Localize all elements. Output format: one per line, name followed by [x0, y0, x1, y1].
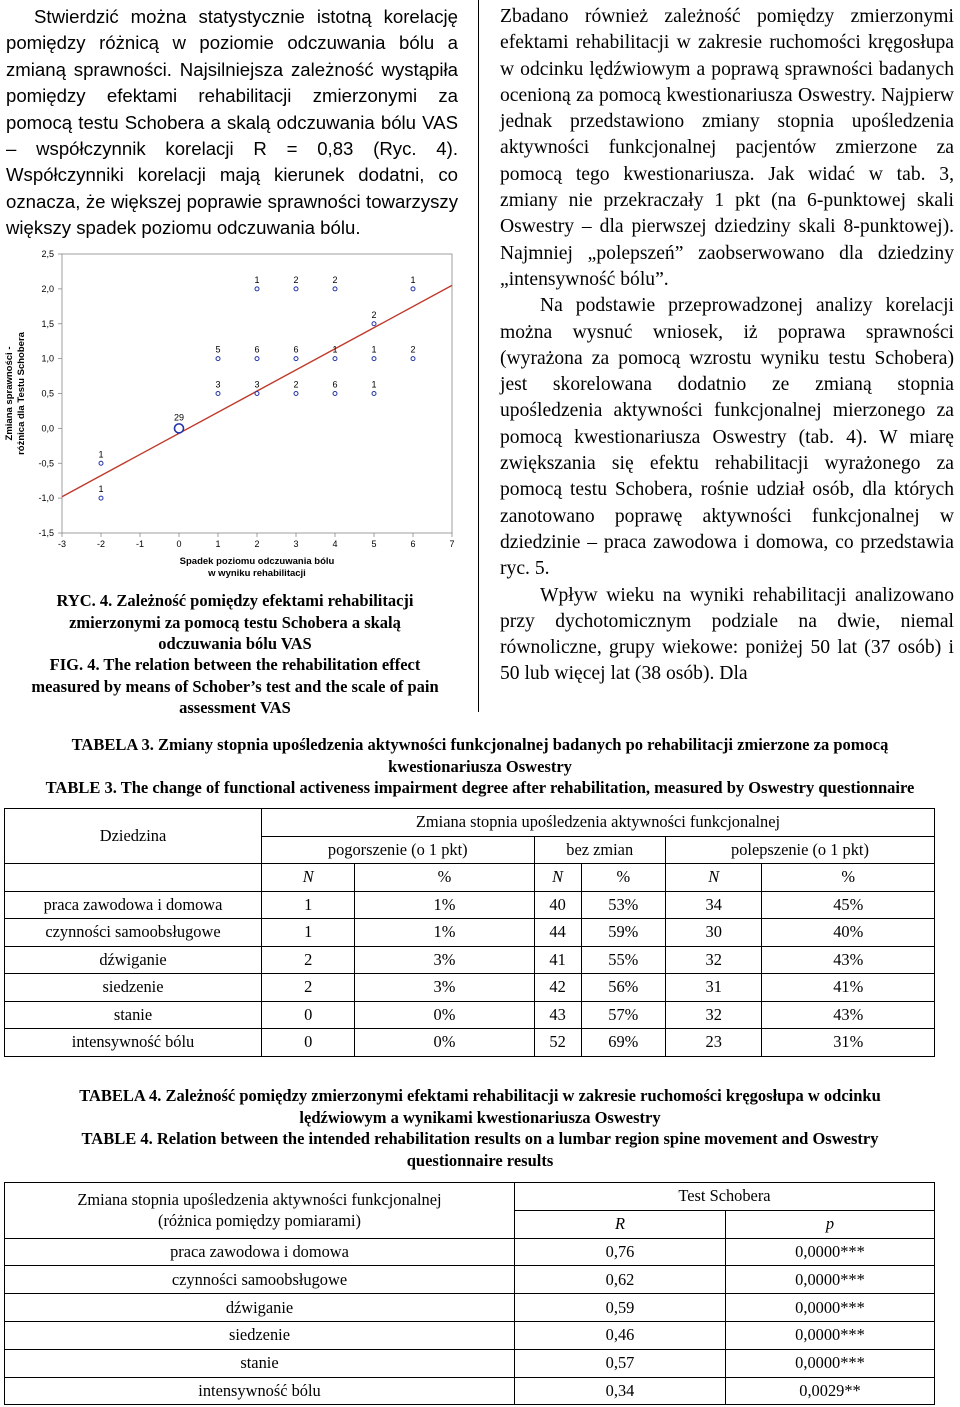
- table3-cell: 0%: [355, 1029, 534, 1057]
- data-point-count-label: 5: [215, 344, 221, 355]
- data-point: [294, 287, 298, 291]
- y-tick-label: 0,0: [41, 423, 54, 434]
- table-row: [5, 1321, 935, 1349]
- table3-cell: 23: [665, 1029, 762, 1057]
- table3-row-label: praca zawodowa i domowa: [5, 891, 262, 919]
- table3-cell: 3%: [355, 974, 534, 1002]
- table3-header-better: polepszenie (o 1 pkt): [665, 836, 934, 864]
- table3-col-n: N: [665, 864, 762, 892]
- y-tick-label: 1,0: [41, 353, 54, 364]
- table-4: [4, 1182, 935, 1405]
- table3-cell: 0%: [355, 1001, 534, 1029]
- table-row: [5, 1377, 935, 1405]
- table4-cell: 0,76: [515, 1238, 726, 1266]
- data-point-count-label: 1: [254, 274, 260, 285]
- table3-cell: 1%: [355, 891, 534, 919]
- figure-caption-pl-line3: odczuwania bólu VAS: [158, 634, 312, 653]
- x-tick-label: 5: [371, 539, 377, 549]
- table3-cell: 59%: [581, 919, 665, 947]
- table3-cell: 1: [262, 891, 355, 919]
- table4-col-r: R: [515, 1210, 726, 1238]
- table4-row-label: czynności samoobsługowe: [5, 1266, 515, 1294]
- table4-header-test: Test Schobera: [515, 1183, 935, 1211]
- data-point: [333, 392, 337, 396]
- table3-cell: 34: [665, 891, 762, 919]
- data-point-count-label: 2: [410, 344, 416, 355]
- data-point: [294, 392, 298, 396]
- table3-row-label: intensywność bólu: [5, 1029, 262, 1057]
- data-point: [216, 357, 220, 361]
- table4-caption-en-line1: TABLE 4. Relation between the intended rehabilitation results on a lumbar region spine movement and Oswestry: [81, 1129, 879, 1148]
- table4-cell: 0,59: [515, 1294, 726, 1322]
- x-tick-label: -3: [57, 539, 67, 549]
- table-row: [5, 1001, 935, 1029]
- table3-header-worse: pogorszenie (o 1 pkt): [262, 836, 535, 864]
- table3-caption-en: TABLE 3. The change of functional activeness impairment degree after rehabilitation, measured by Oswestry questionnaire: [45, 778, 915, 797]
- table4-row-label: stanie: [5, 1349, 515, 1377]
- left-paragraph: [6, 4, 458, 242]
- table4-cell: 0,34: [515, 1377, 726, 1405]
- table3-caption: [0, 734, 960, 799]
- table3-cell: 1%: [355, 919, 534, 947]
- data-point-count-label: 6: [254, 344, 260, 355]
- table3-col-n: N: [262, 864, 355, 892]
- data-point-count-label: 3: [254, 379, 260, 390]
- y-tick-label: 2,5: [41, 249, 54, 259]
- data-point: [372, 322, 376, 326]
- right-text: [500, 4, 954, 688]
- figure-caption-en-line2: measured by means of Schober’s test and the scale of pain: [31, 676, 439, 696]
- table-row: [5, 919, 935, 947]
- table3-col-pct: %: [581, 864, 665, 892]
- table4-row-label: praca zawodowa i domowa: [5, 1238, 515, 1266]
- table3-header-same: bez zmian: [534, 836, 665, 864]
- table-3: [4, 808, 935, 1057]
- table3-col-pct: %: [355, 864, 534, 892]
- data-point-count-label: 1: [332, 344, 338, 355]
- table3-body: [5, 891, 935, 1056]
- y-tick-label: -1,5: [38, 528, 54, 538]
- x-tick-label: 1: [215, 539, 221, 549]
- figure-4: [0, 240, 470, 592]
- data-point-count-label: 29: [173, 412, 185, 423]
- table3-cell: 0: [262, 1001, 355, 1029]
- table3-cell: 3%: [355, 946, 534, 974]
- table4-body: [5, 1238, 935, 1405]
- table4-header-left: [5, 1183, 515, 1239]
- table3-col-n: N: [534, 864, 581, 892]
- y-tick-label: -1,0: [38, 493, 54, 504]
- table4-cell: 0,0000***: [726, 1238, 935, 1266]
- table4-caption: [0, 1085, 960, 1171]
- scatter-chart: [0, 240, 470, 592]
- table3-cell: 31%: [762, 1029, 935, 1057]
- table4-cell: 0,0000***: [726, 1294, 935, 1322]
- data-point: [372, 357, 376, 361]
- table3-cell: 44: [534, 919, 581, 947]
- table3-col-pct: %: [762, 864, 935, 892]
- data-point-count-label: 3: [215, 379, 221, 390]
- data-point-count-label: 1: [98, 484, 104, 495]
- data-point-count-label: 1: [371, 344, 377, 355]
- y-tick-label: 0,5: [41, 388, 54, 399]
- table-row: [5, 974, 935, 1002]
- table3-row-label: czynności samoobsługowe: [5, 919, 262, 947]
- table3-caption-pl-line1: TABELA 3. Zmiany stopnia upośledzenia aktywności funkcjonalnej badanych po rehabilitacji zmierzone za pomocą: [71, 735, 889, 754]
- x-tick-label: -2: [96, 539, 106, 549]
- x-tick-label: 4: [332, 539, 338, 549]
- table3-cell: 40%: [762, 919, 935, 947]
- data-point: [294, 357, 298, 361]
- table4-cell: 0,0000***: [726, 1349, 935, 1377]
- data-point-count-label: 2: [293, 274, 299, 285]
- table4-caption-en-line2: questionnaire results: [406, 1150, 554, 1170]
- table-row: [5, 1349, 935, 1377]
- table4-row-label: intensywność bólu: [5, 1377, 515, 1405]
- table3-cell: 45%: [762, 891, 935, 919]
- data-point: [175, 424, 184, 433]
- table3-cell: 32: [665, 1001, 762, 1029]
- table3-caption-pl-line2: kwestionariusza Oswestry: [388, 756, 572, 776]
- table3-header-domain: Dziedzina: [5, 809, 262, 864]
- table4-cell: 0,46: [515, 1321, 726, 1349]
- table3-cell: 55%: [581, 946, 665, 974]
- x-tick-label: 6: [410, 539, 416, 549]
- table4-cell: 0,0000***: [726, 1321, 935, 1349]
- table-row: [5, 1266, 935, 1294]
- data-point: [411, 287, 415, 291]
- table3-cell: 57%: [581, 1001, 665, 1029]
- x-axis-label: Spadek poziomu odczuwania bólu: [179, 556, 335, 567]
- right-column: [500, 4, 954, 688]
- table4-caption-pl-line1: TABELA 4. Zależność pomiędzy zmierzonymi efektami rehabilitacji w zakresie ruchomości kręgosłupa w odcinku: [79, 1086, 881, 1105]
- data-point: [255, 287, 259, 291]
- table4-header-left-line2: (różnica pomiędzy pomiarami): [158, 1211, 361, 1231]
- table4-cell: 0,0029**: [726, 1377, 935, 1405]
- table-row: [5, 1238, 935, 1266]
- table3-cell: 32: [665, 946, 762, 974]
- table4-cell: 0,57: [515, 1349, 726, 1377]
- data-point-count-label: 6: [332, 379, 338, 390]
- table4-row-label: dźwiganie: [5, 1294, 515, 1322]
- y-tick-label: 1,5: [41, 318, 54, 329]
- table3-cell: 56%: [581, 974, 665, 1002]
- table4-cell: 0,62: [515, 1266, 726, 1294]
- table4-cell: 0,0000***: [726, 1266, 935, 1294]
- data-point: [255, 357, 259, 361]
- table4-row-label: siedzenie: [5, 1321, 515, 1349]
- table3-cell: 69%: [581, 1029, 665, 1057]
- table-row: [5, 1029, 935, 1057]
- x-tick-label: 3: [293, 539, 299, 549]
- x-tick-label: 7: [449, 539, 455, 549]
- y-tick-label: -0,5: [38, 458, 54, 469]
- right-paragraph-1: Zbadano również zależność pomiędzy zmierzonymi efektami rehabilitacji w zakresie ruchomości kręgosłupa w odcinku lędźwiowym a poprawą sprawności badanych ocenioną za pomocą kwestionariusza Oswestry. Najpierw jednak przedstawiono zmiany stopnia upośledzenia aktywności funkcjonalnej pacjentów zmierzone za pomocą tego kwestionariusza. Jak widać w tab. 3, zmiany nie przekraczały 1 pkt (na 6-punktowej skali Oswestry – dla pierwszej dziedziny skali 8-punktowej). Najmniej „polepszeń” zaobserwowano dla dziedziny „intensywność bólu”.: [500, 6, 954, 290]
- figure-caption-pl-line1: RYC. 4. Zależność pomiędzy efektami rehabilitacji: [56, 591, 414, 610]
- x-tick-label: 2: [254, 539, 260, 549]
- table-row: [5, 1294, 935, 1322]
- x-tick-label: -1: [135, 539, 145, 549]
- right-paragraph-2: Na podstawie przeprowadzonej analizy korelacji można wysnuć wniosek, iż poprawa sprawności (wyrażona za pomocą wzrostu wyniku testu Schobera) jest skorelowana dodatnio ze zmianą stopnia upośledzenia aktywności funkcjonalnej mierzonego za pomocą kwestionariusza Oswestry (tab. 4). W miarę zwiększania się efektu rehabilitacji wyrażonego za pomocą testu Schobera, rośnie udział osób, dla których zanotowano poprawę aktywności funkcjonalnej w dziedzinie – praca zawodowa i domowa, co przedstawia ryc. 5.: [500, 295, 954, 580]
- table3-cell: 53%: [581, 891, 665, 919]
- table3-cell: 0: [262, 1029, 355, 1057]
- data-point-count-label: 6: [293, 344, 299, 355]
- figure-caption-en-line1: FIG. 4. The relation between the rehabilitation effect: [49, 655, 421, 674]
- table-row: [5, 946, 935, 974]
- x-tick-label: 0: [176, 539, 182, 549]
- table3-cell: 43%: [762, 946, 935, 974]
- table3-header-group: Zmiana stopnia upośledzenia aktywności funkcjonalnej: [262, 809, 935, 837]
- data-point: [99, 496, 103, 500]
- data-point: [372, 392, 376, 396]
- column-divider: [478, 0, 479, 712]
- figure-caption-en: [0, 654, 470, 719]
- data-point: [333, 287, 337, 291]
- table3-cell: 1: [262, 919, 355, 947]
- data-point-count-label: 1: [98, 449, 104, 460]
- table3-cell: 40: [534, 891, 581, 919]
- x-axis-label: w wyniku rehabilitacji: [208, 568, 306, 579]
- table3-empty-cell: [5, 864, 262, 892]
- y-axis-label: Zmiana sprawności -: [4, 346, 15, 441]
- data-point: [255, 392, 259, 396]
- table3-row-label: stanie: [5, 1001, 262, 1029]
- table3-cell: 41%: [762, 974, 935, 1002]
- figure-caption-pl: [0, 590, 470, 655]
- data-point: [333, 357, 337, 361]
- table3-cell: 43: [534, 1001, 581, 1029]
- table3-cell: 2: [262, 946, 355, 974]
- data-point-count-label: 2: [332, 274, 338, 285]
- figure-caption-pl-line2: zmierzonymi za pomocą testu Schobera a skalą: [69, 612, 401, 632]
- y-tick-label: 2,0: [41, 283, 54, 294]
- right-paragraph-3: Wpływ wieku na wyniki rehabilitacji analizowano przy dychotomicznym podziale na dwie, niemal równoliczne, grupy wiekowe: poniżej 50 lat (37 osób) i 50 lub więcej lat (38 osób). Dla: [500, 584, 954, 685]
- left-column: [6, 4, 458, 242]
- data-point: [411, 357, 415, 361]
- data-point: [216, 392, 220, 396]
- table3-row-label: dźwiganie: [5, 946, 262, 974]
- y-axis-label: różnica dla Testu Schobera: [16, 332, 27, 455]
- table3-cell: 52: [534, 1029, 581, 1057]
- table4-col-p: p: [726, 1210, 935, 1238]
- table3-cell: 2: [262, 974, 355, 1002]
- data-point: [99, 461, 103, 465]
- table3-cell: 30: [665, 919, 762, 947]
- left-paragraph-text: Stwierdzić można statystycznie istotną korelację pomiędzy różnicą w poziomie odczuwania bólu a zmianą sprawności. Najsilniejsza zależność wystąpiła pomiędzy efektami rehabilitacji zmierzonymi za pomocą testu Schobera a skalą odczuwania bólu VAS – współczynnik korelacji R = 0,83 (Ryc. 4). Współczynniki korelacji mają kierunek dodatni, co oznacza, że większej poprawie sprawności towarzyszy większy spadek poziomu odczuwania bólu.: [6, 6, 458, 239]
- table3-cell: 41: [534, 946, 581, 974]
- data-point-count-label: 1: [410, 274, 416, 285]
- data-point-count-label: 2: [371, 309, 377, 320]
- table3-cell: 43%: [762, 1001, 935, 1029]
- data-point-count-label: 2: [293, 379, 299, 390]
- table3-row-label: siedzenie: [5, 974, 262, 1002]
- table4-caption-pl-line2: lędźwiowym a wynikami kwestionariusza Oswestry: [299, 1107, 661, 1127]
- data-point-count-label: 1: [371, 379, 377, 390]
- table4-header-left-line1: Zmiana stopnia upośledzenia aktywności funkcjonalnej: [77, 1190, 442, 1210]
- table3-cell: 31: [665, 974, 762, 1002]
- figure-caption-en-line3: assessment VAS: [179, 698, 291, 717]
- table-row: [5, 891, 935, 919]
- table3-cell: 42: [534, 974, 581, 1002]
